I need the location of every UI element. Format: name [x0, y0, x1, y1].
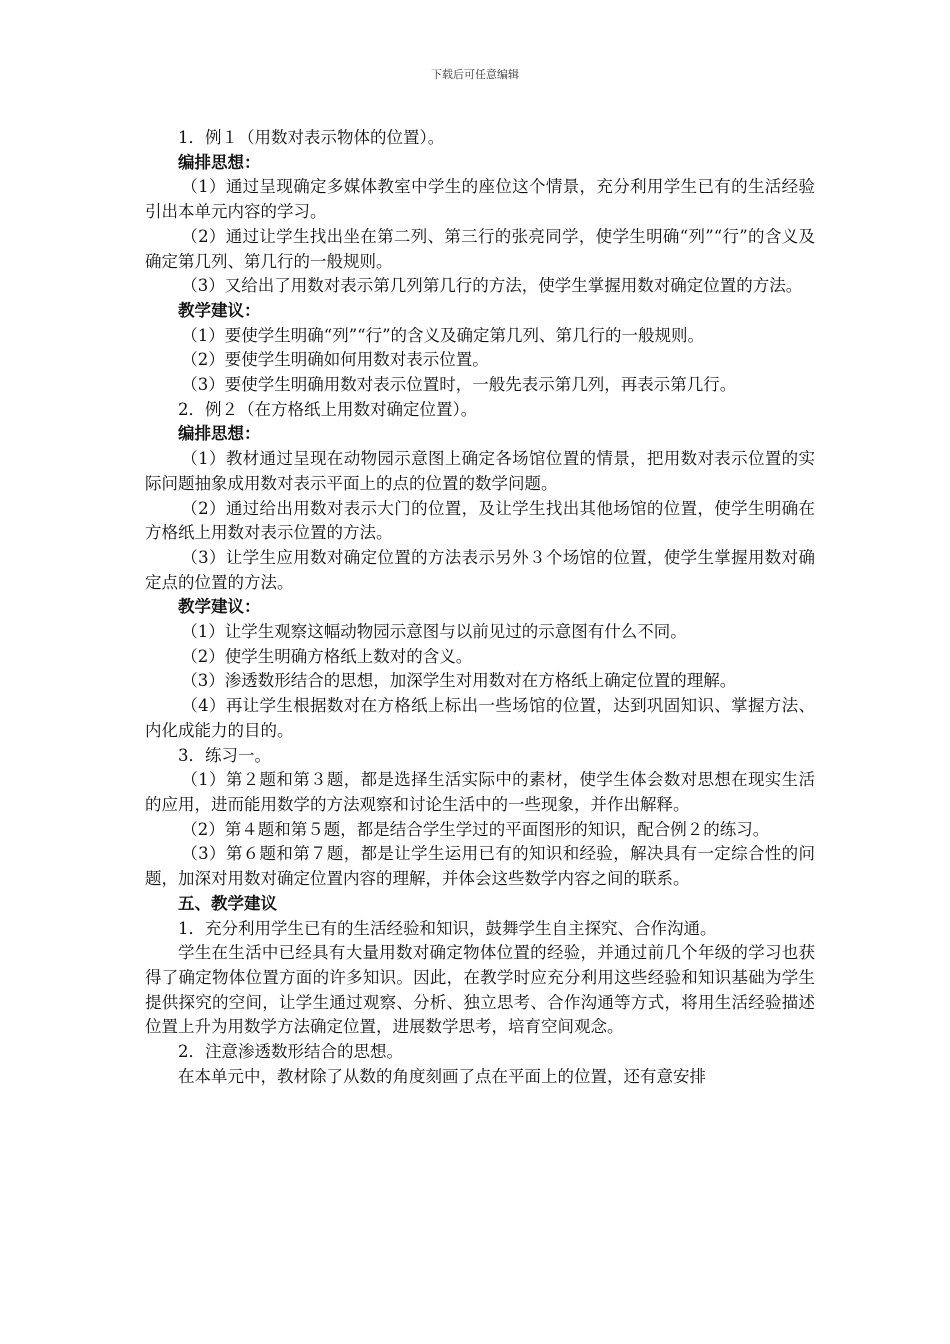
- page-header: 下载后可任意编辑: [431, 68, 519, 81]
- section-heading: 五、教学建议: [178, 893, 277, 913]
- paragraph: （1）教材通过呈现在动物园示意图上确定各场馆位置的情景，把用数对表示位置的实际问题抽象成用数对表示平面上的点的位置的数学问题。: [145, 449, 815, 493]
- paragraph: （1）让学生观察这幅动物园示意图与以前见过的示意图有什么不同。: [181, 622, 687, 642]
- paragraph: （1）第２题和第３题，都是选择生活实际中的素材，使学生体会数对思想在现实生活的应用，进而能用数学的方法观察和讨论生活中的一些现象，并作出解释。: [145, 770, 815, 814]
- paragraph: 在本单元中，教材除了从数的角度刻画了点在平面上的位置，还有意安排: [178, 1066, 706, 1086]
- paragraph: （3）又给出了用数对表示第几列第几行的方法，使学生掌握用数对确定位置的方法。: [181, 276, 803, 296]
- paragraph: （4）再让学生根据数对在方格纸上标出一些场馆的位置，达到巩固知识、掌握方法、内化成能力的目的。: [145, 696, 815, 740]
- paragraph: （1）通过呈现确定多媒体教室中学生的座位这个情景，充分利用学生已有的生活经验引出本单元内容的学习。: [145, 177, 815, 222]
- paragraph: 3．练习一。: [178, 745, 271, 765]
- paragraph: （1）要使学生明确“列”“行”的含义及确定第几列、第几行的一般规则。: [181, 325, 705, 345]
- paragraph: （3）让学生应用数对确定位置的方法表示另外３个场馆的位置，使学生掌握用数对确定点的位置的方法。: [145, 547, 815, 592]
- paragraph: （3）要使学生明确用数对表示位置时，一般先表示第几列，再表示第几行。: [181, 375, 737, 395]
- paragraph: 1．充分利用学生已有的生活经验和知识，鼓舞学生自主探究、合作沟通。: [178, 918, 717, 938]
- section-heading: 教学建议：: [178, 300, 261, 320]
- paragraph: 1．例１（用数对表示物体的位置）。: [178, 128, 445, 147]
- section-heading: 编排思想：: [178, 424, 261, 444]
- paragraph: （3）渗透数形结合的思想，加深学生对用数对在方格纸上确定位置的理解。: [181, 671, 737, 691]
- document-body: [145, 126, 815, 1089]
- paragraph: （3）第６题和第７题，都是让学生运用已有的知识和经验，解决具有一定综合性的问题，加深对用数对确定位置内容的理解，并体会这些数学内容之间的联系。: [145, 844, 815, 889]
- paragraph: 学生在生活中已经具有大量用数对确定物体位置的经验，并通过前几个年级的学习也获得了确定物体位置方面的许多知识。因此，在教学时应充分利用这些经验和知识基础为学生提供探究的空间，让学生通过观察、分析、独立思考、合作沟通等方式，将用生活经验描述位置上升为用数学方法确定位置，进展数学思考，培育空间观念。: [145, 943, 815, 1037]
- paragraph: （2）使学生明确方格纸上数对的含义。: [181, 646, 473, 666]
- paragraph: （2）通过给出用数对表示大门的位置，及让学生找出其他场馆的位置，使学生明确在方格纸上用数对表示位置的方法。: [145, 498, 815, 543]
- section-heading: 编排思想：: [178, 152, 261, 172]
- paragraph: 2．例２（在方格纸上用数对确定位置）。: [178, 399, 478, 419]
- paragraph: （2）第４题和第５题，都是结合学生学过的平面图形的知识，配合例２的练习。: [181, 819, 770, 839]
- paragraph: 2．注意渗透数形结合的思想。: [178, 1042, 403, 1062]
- section-heading: 教学建议：: [178, 597, 261, 617]
- paragraph: （2）要使学生明确如何用数对表示位置。: [181, 350, 489, 370]
- paragraph: （2）通过让学生找出坐在第二列、第三行的张亮同学，使学生明确“列”“行”的含义及确定第几列、第几行的一般规则。: [145, 226, 815, 271]
